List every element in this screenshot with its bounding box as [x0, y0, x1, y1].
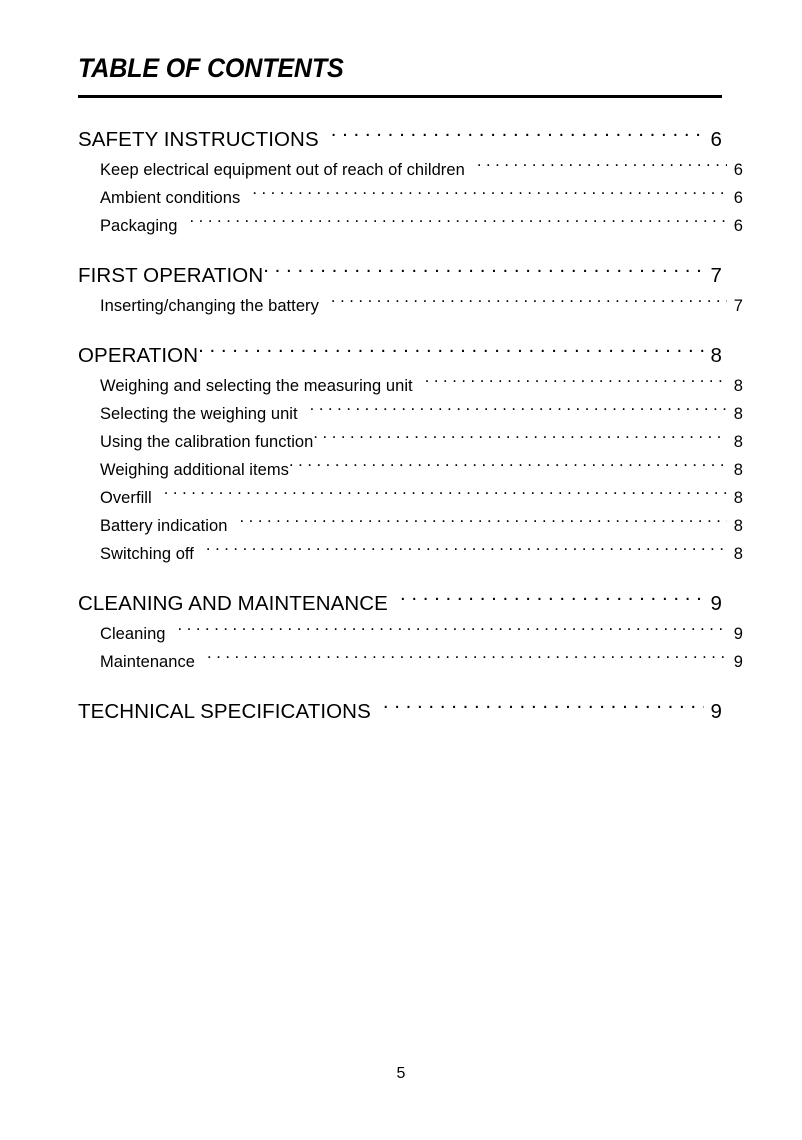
toc-item-label: Ambient conditions [100, 189, 241, 207]
toc-section-row[interactable] [78, 696, 722, 728]
toc-section-row[interactable] [78, 588, 722, 620]
toc-item-row[interactable] [78, 428, 744, 456]
toc-item-label: Switching off [100, 545, 194, 563]
toc-section-label: FIRST OPERATION [78, 264, 264, 287]
toc-page-number: 6 [710, 128, 722, 151]
toc-dot-leader [190, 215, 727, 232]
toc-item-label: Overfill [100, 489, 152, 507]
toc-group [78, 696, 722, 728]
toc-page-number: 8 [733, 433, 743, 451]
toc-dot-leader [206, 543, 727, 560]
toc-dot-leader [383, 698, 704, 719]
toc-dot-leader [252, 187, 727, 204]
toc-item-row[interactable] [78, 212, 744, 240]
toc-dot-leader [207, 651, 727, 668]
toc-group [78, 124, 743, 240]
toc-group [78, 588, 743, 676]
title-divider [78, 95, 722, 98]
toc-dot-leader [425, 375, 727, 392]
toc-dot-leader [331, 126, 704, 147]
toc-page-number: 8 [733, 489, 743, 507]
toc-section-row[interactable] [78, 260, 722, 292]
toc-item-row[interactable] [78, 512, 744, 540]
toc-item-label: Selecting the weighing unit [100, 405, 298, 423]
toc-dot-leader [477, 159, 727, 176]
toc-page-number: 8 [710, 344, 722, 367]
toc-item-row[interactable] [78, 484, 744, 512]
toc-page-number: 7 [733, 297, 743, 315]
toc-dot-leader [400, 590, 704, 611]
toc-page-number: 9 [710, 700, 722, 723]
toc-item-row[interactable] [78, 620, 744, 648]
toc-item-row[interactable] [78, 540, 744, 568]
toc-item-row[interactable] [78, 292, 744, 320]
toc-page-number: 6 [733, 189, 743, 207]
toc-section-label: TECHNICAL SPECIFICATIONS [78, 700, 371, 723]
toc-item-row[interactable] [78, 372, 744, 400]
page-number: 5 [396, 1065, 406, 1082]
toc-page-number: 9 [733, 625, 743, 643]
toc-item-row[interactable] [78, 156, 744, 184]
toc-item-row[interactable] [78, 648, 744, 676]
toc-item-label: Weighing and selecting the measuring unit [100, 377, 413, 395]
toc-page-number: 8 [733, 405, 743, 423]
toc-section-row[interactable] [78, 124, 722, 156]
toc-dot-leader [331, 295, 727, 312]
toc-page-number: 8 [733, 517, 743, 535]
toc-item-row[interactable] [78, 400, 744, 428]
toc-page-number: 6 [733, 161, 743, 179]
toc-item-label: Using the calibration function [100, 433, 314, 451]
toc-section-label: OPERATION [78, 344, 199, 367]
toc-dot-leader [178, 623, 727, 640]
toc-dot-leader [289, 459, 727, 476]
toc-dot-leader [263, 262, 704, 283]
toc-dot-leader [198, 342, 704, 363]
toc-item-row[interactable] [78, 456, 744, 484]
toc-item-label: Inserting/changing the battery [100, 297, 319, 315]
toc-item-label: Packaging [100, 217, 178, 235]
toc-page-number: 6 [733, 217, 743, 235]
toc-dot-leader [164, 487, 727, 504]
toc-page-number: 9 [710, 592, 722, 615]
toc-page-number: 9 [733, 653, 743, 671]
toc-page-number: 8 [733, 377, 743, 395]
toc-section-row[interactable] [78, 340, 722, 372]
toc-item-label: Battery indication [100, 517, 228, 535]
toc-item-label: Cleaning [100, 625, 166, 643]
toc-item-label: Weighing additional items [100, 461, 289, 479]
toc-dot-leader [239, 515, 727, 532]
toc-section-label: SAFETY INSTRUCTIONS [78, 128, 319, 151]
toc-section-label: CLEANING AND MAINTENANCE [78, 592, 388, 615]
toc-item-label: Maintenance [100, 653, 196, 671]
toc-group [78, 340, 743, 568]
table-of-contents-list [78, 124, 743, 728]
toc-item-row[interactable] [78, 184, 744, 212]
toc-item-label: Keep electrical equipment out of reach of children [100, 161, 465, 179]
toc-page-number: 8 [733, 461, 743, 479]
toc-group [78, 260, 743, 320]
page-title: TABLE OF CONTENTS [78, 53, 344, 83]
toc-dot-leader [310, 403, 727, 420]
toc-page-number: 7 [710, 264, 722, 287]
toc-dot-leader [313, 431, 727, 448]
toc-page-number: 8 [733, 545, 743, 563]
